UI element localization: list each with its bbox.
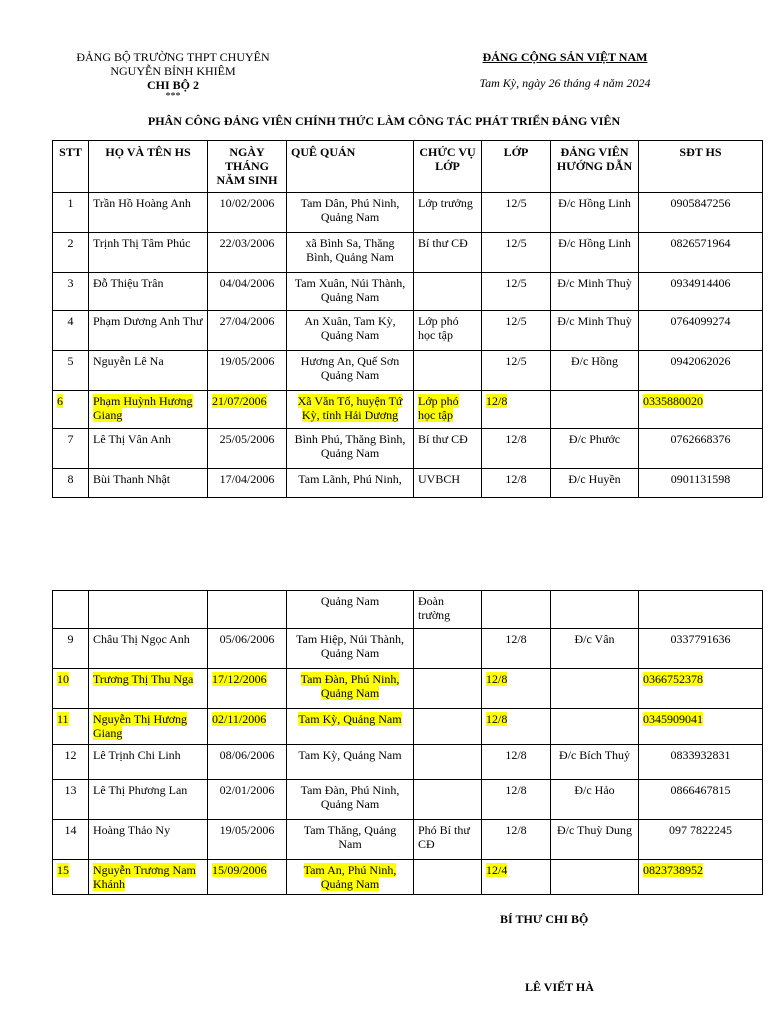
cell-stt-text: 3 xyxy=(67,276,74,290)
cell-dob-text: 25/05/2006 xyxy=(219,432,275,446)
cell-mentor xyxy=(551,429,639,469)
cell-hometown-text: Tam Xuân, Núi Thành, Quảng Nam xyxy=(294,276,406,304)
cell-dob-text: 22/03/2006 xyxy=(219,236,275,250)
cell-phone xyxy=(639,273,763,311)
cell-hometown xyxy=(287,391,414,429)
cell-position xyxy=(414,780,482,820)
table-row xyxy=(53,193,763,233)
cell-hometown xyxy=(287,629,414,669)
cell-mentor xyxy=(551,860,639,895)
cell-stt xyxy=(53,273,89,311)
cell-hometown-text: Tam Thăng, Quảng Nam xyxy=(303,823,397,851)
cell-class xyxy=(482,709,551,745)
table-cell xyxy=(53,591,89,629)
cell-phone-text: 0901131598 xyxy=(670,472,731,486)
cell-hometown xyxy=(287,469,414,498)
col-stt: STT xyxy=(53,141,89,193)
cell-position: Đoàn trường xyxy=(414,591,482,629)
cell-phone-text: 0335880020 xyxy=(643,394,703,408)
cell-dob xyxy=(208,351,287,391)
cell-position xyxy=(414,193,482,233)
cell-stt-text: 6 xyxy=(57,394,63,408)
table-row xyxy=(53,429,763,469)
cell-class xyxy=(482,820,551,860)
cell-stt xyxy=(53,820,89,860)
cell-dob xyxy=(208,193,287,233)
cell-stt xyxy=(53,351,89,391)
table-cell xyxy=(482,591,551,629)
table-cell xyxy=(639,591,763,629)
cell-phone-text: 0942062026 xyxy=(670,354,731,368)
table-row xyxy=(53,669,763,709)
cell-phone xyxy=(639,629,763,669)
cell-position-text: Phó Bí thư CĐ xyxy=(418,823,470,851)
cell-hometown xyxy=(287,820,414,860)
cell-name-text: Lê Trịnh Chi Linh xyxy=(93,748,181,762)
cell-class-text: 12/8 xyxy=(505,472,527,486)
cell-position xyxy=(414,745,482,780)
cell-class xyxy=(482,669,551,709)
nation-header xyxy=(450,50,680,90)
cell-stt-text: 8 xyxy=(67,472,74,486)
cell-stt-text: 1 xyxy=(67,196,74,210)
cell-class-text: 12/5 xyxy=(505,196,527,210)
cell-name-text: Trần Hồ Hoàng Anh xyxy=(93,196,191,210)
org-line-3: CHI BỘ 2 xyxy=(146,78,199,92)
cell-dob xyxy=(208,745,287,780)
cell-hometown-text: An Xuân, Tam Kỳ, Quảng Nam xyxy=(304,314,396,342)
cell-stt-text: 4 xyxy=(67,314,74,328)
cell-phone xyxy=(639,745,763,780)
cell-mentor-text: Đ/c Vân xyxy=(574,632,615,646)
table-row xyxy=(53,745,763,780)
cell-position-text: UVBCH xyxy=(418,472,461,486)
cell-stt xyxy=(53,780,89,820)
cell-class-text: 12/5 xyxy=(505,276,527,290)
cell-stt xyxy=(53,860,89,895)
cell-dob xyxy=(208,311,287,351)
cell-class xyxy=(482,860,551,895)
cell-stt-text: 10 xyxy=(57,672,69,686)
cell-class xyxy=(482,351,551,391)
cell-dob xyxy=(208,820,287,860)
cell-stt-text: 11 xyxy=(57,712,69,726)
cell-name-text: Đỗ Thiệu Trân xyxy=(93,276,164,290)
cell-mentor xyxy=(551,709,639,745)
cell-phone xyxy=(639,669,763,709)
cell-mentor xyxy=(551,629,639,669)
cell-dob-text: 19/05/2006 xyxy=(219,823,275,837)
cell-stt-text: 9 xyxy=(67,632,74,646)
cell-class-text: 12/8 xyxy=(486,394,508,408)
cell-phone-text: 0866467815 xyxy=(670,783,731,797)
cell-name xyxy=(89,311,208,351)
table-row xyxy=(53,351,763,391)
cell-phone-text: 0764099274 xyxy=(670,314,731,328)
cell-name-text: Lê Thị Phương Lan xyxy=(93,783,188,797)
cell-stt xyxy=(53,233,89,273)
cell-stt xyxy=(53,669,89,709)
table-row xyxy=(53,391,763,429)
cell-phone xyxy=(639,391,763,429)
table-row xyxy=(53,820,763,860)
table-row xyxy=(53,273,763,311)
cell-mentor xyxy=(551,745,639,780)
cell-name-text: Trương Thị Thu Nga xyxy=(93,672,194,686)
cell-phone xyxy=(639,311,763,351)
cell-stt-text: 14 xyxy=(64,823,77,837)
cell-name xyxy=(89,273,208,311)
cell-phone xyxy=(639,429,763,469)
cell-class-text: 12/8 xyxy=(505,748,527,762)
cell-name-text: Bùi Thanh Nhật xyxy=(93,472,171,486)
cell-class-text: 12/4 xyxy=(486,863,508,877)
cell-position xyxy=(414,629,482,669)
cell-phone xyxy=(639,193,763,233)
cell-mentor xyxy=(551,469,639,498)
cell-dob-text: 10/02/2006 xyxy=(219,196,275,210)
cell-mentor-text: Đ/c Hồng Linh xyxy=(558,236,631,250)
cell-dob-text: 02/01/2006 xyxy=(219,783,275,797)
cell-stt xyxy=(53,709,89,745)
document-date: Tam Kỳ, ngày 26 tháng 4 năm 2024 xyxy=(479,76,651,90)
cell-phone xyxy=(639,233,763,273)
cell-dob xyxy=(208,860,287,895)
cell-name-text: Châu Thị Ngọc Anh xyxy=(93,632,190,646)
cell-name-text: Lê Thị Vân Anh xyxy=(93,432,171,446)
cell-hometown-text: xã Bình Sa, Thăng Bình, Quảng Nam xyxy=(305,236,395,264)
col-dob: NGÀY THÁNG NĂM SINH xyxy=(208,141,287,193)
cell-hometown-text: Tam Kỳ, Quảng Nam xyxy=(298,748,402,762)
cell-phone-text: 0762668376 xyxy=(670,432,731,446)
cell-class xyxy=(482,469,551,498)
cell-mentor xyxy=(551,669,639,709)
cell-hometown-text: Tam Lãnh, Phú Ninh, xyxy=(298,472,402,486)
assignment-table-2 xyxy=(52,590,763,895)
cell-hometown xyxy=(287,780,414,820)
cell-stt xyxy=(53,429,89,469)
cell-phone xyxy=(639,860,763,895)
cell-stt xyxy=(53,391,89,429)
table-cell xyxy=(89,591,208,629)
cell-phone-text: 0337791636 xyxy=(670,632,731,646)
col-name: HỌ VÀ TÊN HS xyxy=(89,141,208,193)
cell-mentor xyxy=(551,780,639,820)
cell-hometown xyxy=(287,745,414,780)
col-position: CHỨC VỤ LỚP xyxy=(414,141,482,193)
table-row xyxy=(53,860,763,895)
cell-class-text: 12/5 xyxy=(505,236,527,250)
cell-class xyxy=(482,629,551,669)
cell-name xyxy=(89,709,208,745)
cell-mentor-text: Đ/c Huyền xyxy=(568,472,621,486)
cell-dob xyxy=(208,780,287,820)
cell-phone-text: 0934914406 xyxy=(670,276,731,290)
cell-stt-text: 12 xyxy=(64,748,77,762)
cell-hometown xyxy=(287,669,414,709)
cell-stt xyxy=(53,193,89,233)
cell-name xyxy=(89,629,208,669)
cell-hometown-text: Tam Đàn, Phú Ninh, Quảng Nam xyxy=(300,783,400,811)
cell-mentor xyxy=(551,273,639,311)
cell-hometown xyxy=(287,351,414,391)
cell-class-text: 12/8 xyxy=(505,632,527,646)
cell-stt-text: 13 xyxy=(64,783,77,797)
cell-mentor xyxy=(551,233,639,273)
cell-class-text: 12/8 xyxy=(486,712,508,726)
cell-phone xyxy=(639,820,763,860)
cell-position xyxy=(414,860,482,895)
signature-title: BÍ THƯ CHI BỘ xyxy=(500,912,589,926)
nation-title: ĐẢNG CỘNG SẢN VIỆT NAM xyxy=(482,50,648,64)
cell-phone-text: 0833932831 xyxy=(670,748,731,762)
cell-name xyxy=(89,351,208,391)
cell-stt xyxy=(53,629,89,669)
cell-dob-text: 27/04/2006 xyxy=(219,314,275,328)
cell-stt-text: 5 xyxy=(67,354,74,368)
cell-mentor-text: Đ/c Phước xyxy=(568,432,621,446)
cell-class-text: 12/8 xyxy=(505,823,527,837)
cell-phone xyxy=(639,351,763,391)
cell-hometown-text: Xã Văn Tố, huyện Tứ Kỳ, tỉnh Hải Dương xyxy=(297,394,403,422)
cell-class-text: 12/8 xyxy=(486,672,508,686)
cell-dob-text: 05/06/2006 xyxy=(219,632,275,646)
cell-dob xyxy=(208,391,287,429)
cell-phone xyxy=(639,709,763,745)
cell-phone-text: 0905847256 xyxy=(670,196,731,210)
cell-name xyxy=(89,669,208,709)
org-line-1: ĐẢNG BỘ TRƯỜNG THPT CHUYÊN xyxy=(76,50,270,64)
cell-stt xyxy=(53,745,89,780)
cell-name xyxy=(89,860,208,895)
cell-class xyxy=(482,429,551,469)
cell-hometown xyxy=(287,709,414,745)
cell-position xyxy=(414,709,482,745)
cell-dob-text: 21/07/2006 xyxy=(212,394,267,408)
cell-name xyxy=(89,193,208,233)
cell-name xyxy=(89,780,208,820)
org-stars: *** xyxy=(165,91,181,102)
cell-mentor xyxy=(551,351,639,391)
table-row xyxy=(53,233,763,273)
cell-position-text: Lớp phó học tập xyxy=(418,394,459,422)
cell-hometown-text: Tam Kỳ, Quảng Nam xyxy=(298,712,402,726)
cell-stt-text: 2 xyxy=(67,236,74,250)
cell-hometown-text: Hương An, Quế Sơn Quảng Nam xyxy=(300,354,400,382)
cell-dob xyxy=(208,629,287,669)
cell-position xyxy=(414,351,482,391)
cell-mentor-text: Đ/c Hồng xyxy=(571,354,618,368)
cell-name xyxy=(89,820,208,860)
col-hometown: QUÊ QUÁN xyxy=(287,141,414,193)
cell-mentor-text: Đ/c Thuỳ Dung xyxy=(556,823,633,837)
cell-phone-text: 097 7822245 xyxy=(669,823,732,837)
cell-stt-text: 15 xyxy=(57,863,69,877)
cell-mentor xyxy=(551,311,639,351)
cell-position-text: Lớp phó học tập xyxy=(418,314,459,342)
cell-mentor-text: Đ/c Hồng Linh xyxy=(558,196,631,210)
cell-hometown-text: Tam Đàn, Phú Ninh, Quảng Nam xyxy=(300,672,400,700)
cell-hometown xyxy=(287,233,414,273)
cell-class xyxy=(482,273,551,311)
cell-name-text: Nguyễn Trương Nam Khánh xyxy=(93,863,196,891)
col-phone: SĐT HS xyxy=(639,141,763,193)
cell-name-text: Phạm Huỳnh Hương Giang xyxy=(93,394,193,422)
cell-stt xyxy=(53,469,89,498)
cell-name xyxy=(89,233,208,273)
cell-name xyxy=(89,429,208,469)
cell-position-text: Lớp trưởng xyxy=(418,196,473,210)
cell-position xyxy=(414,273,482,311)
cell-phone-text: 0823738952 xyxy=(643,863,703,877)
table-header-row xyxy=(53,141,763,193)
cell-hometown xyxy=(287,273,414,311)
cell-hometown-text: Tam An, Phú Ninh, Quảng Nam xyxy=(303,863,397,891)
cell-position xyxy=(414,669,482,709)
cell-dob-text: 19/05/2006 xyxy=(219,354,275,368)
cell-dob xyxy=(208,429,287,469)
cell-dob-text: 02/11/2006 xyxy=(212,712,267,726)
cell-class xyxy=(482,193,551,233)
assignment-table-1 xyxy=(52,140,763,498)
col-class: LỚP xyxy=(482,141,551,193)
cell-mentor-text: Đ/c Bích Thuỷ xyxy=(558,748,631,762)
cell-hometown xyxy=(287,429,414,469)
cell-class-text: 12/8 xyxy=(505,432,527,446)
cell-position xyxy=(414,233,482,273)
cell-class-text: 12/8 xyxy=(505,783,527,797)
cell-dob-text: 15/09/2006 xyxy=(212,863,267,877)
cell-name-text: Nguyễn Thị Hương Giang xyxy=(93,712,187,740)
signature-name: LÊ VIẾT HÀ xyxy=(525,980,594,994)
cell-mentor-text: Đ/c Minh Thuỳ xyxy=(557,276,632,290)
cell-position-text: Bí thư CĐ xyxy=(418,236,468,250)
cell-position xyxy=(414,820,482,860)
cell-dob-text: 08/06/2006 xyxy=(219,748,275,762)
cell-dob xyxy=(208,709,287,745)
cell-phone-text: 0826571964 xyxy=(670,236,731,250)
org-header xyxy=(48,50,298,102)
cell-phone-text: 0366752378 xyxy=(643,672,703,686)
cell-class xyxy=(482,745,551,780)
cell-stt xyxy=(53,311,89,351)
cell-hometown-text: Tam Hiệp, Núi Thành, Quảng Nam xyxy=(296,632,404,660)
cell-position xyxy=(414,469,482,498)
cell-name xyxy=(89,745,208,780)
cell-hometown-text: Tam Dân, Phú Ninh, Quảng Nam xyxy=(300,196,400,224)
cell-mentor-text: Đ/c Minh Thuỳ xyxy=(557,314,632,328)
org-line-2: NGUYỄN BỈNH KHIÊM xyxy=(110,64,236,78)
cell-stt-text: 7 xyxy=(67,432,74,446)
table-row xyxy=(53,780,763,820)
cell-class xyxy=(482,780,551,820)
table-row xyxy=(53,311,763,351)
cell-name-text: Trịnh Thị Tâm Phúc xyxy=(93,236,191,250)
cell-hometown xyxy=(287,860,414,895)
cell-phone xyxy=(639,469,763,498)
table-row xyxy=(53,469,763,498)
cell-hometown-text: Bình Phú, Thăng Bình, Quảng Nam xyxy=(294,432,406,460)
cell-position-text: Bí thư CĐ xyxy=(418,432,468,446)
cell-name xyxy=(89,391,208,429)
cell-dob xyxy=(208,233,287,273)
cell-class xyxy=(482,233,551,273)
table-cell xyxy=(208,591,287,629)
cell-class-text: 12/5 xyxy=(505,314,527,328)
cell-class xyxy=(482,311,551,351)
cell-dob xyxy=(208,273,287,311)
table-cell xyxy=(551,591,639,629)
cell-class-text: 12/5 xyxy=(505,354,527,368)
cell-position xyxy=(414,391,482,429)
cell-name-text: Hoàng Thảo Ny xyxy=(93,823,171,837)
table-row xyxy=(53,709,763,745)
continuation-row xyxy=(53,591,763,629)
cell-hometown xyxy=(287,193,414,233)
cell-dob xyxy=(208,669,287,709)
table-row xyxy=(53,629,763,669)
cell-dob xyxy=(208,469,287,498)
col-mentor: ĐẢNG VIÊN HƯỚNG DẪN xyxy=(551,141,639,193)
cell-phone-text: 0345909041 xyxy=(643,712,703,726)
cell-dob-text: 17/12/2006 xyxy=(212,672,267,686)
cell-hometown: Quảng Nam xyxy=(287,591,414,629)
cell-position xyxy=(414,429,482,469)
cell-dob-text: 17/04/2006 xyxy=(219,472,275,486)
cell-name-text: Nguyễn Lê Na xyxy=(93,354,164,368)
cell-mentor xyxy=(551,820,639,860)
cell-mentor-text: Đ/c Hảo xyxy=(574,783,615,797)
cell-name-text: Phạm Dương Anh Thư xyxy=(93,314,203,328)
cell-dob-text: 04/04/2006 xyxy=(219,276,275,290)
document-title: PHÂN CÔNG ĐẢNG VIÊN CHÍNH THỨC LÀM CÔNG TÁC PHÁT TRIỂN ĐẢNG VIÊN xyxy=(147,114,621,128)
cell-hometown xyxy=(287,311,414,351)
cell-name xyxy=(89,469,208,498)
cell-phone xyxy=(639,780,763,820)
cell-position xyxy=(414,311,482,351)
cell-mentor xyxy=(551,193,639,233)
cell-mentor xyxy=(551,391,639,429)
cell-class xyxy=(482,391,551,429)
